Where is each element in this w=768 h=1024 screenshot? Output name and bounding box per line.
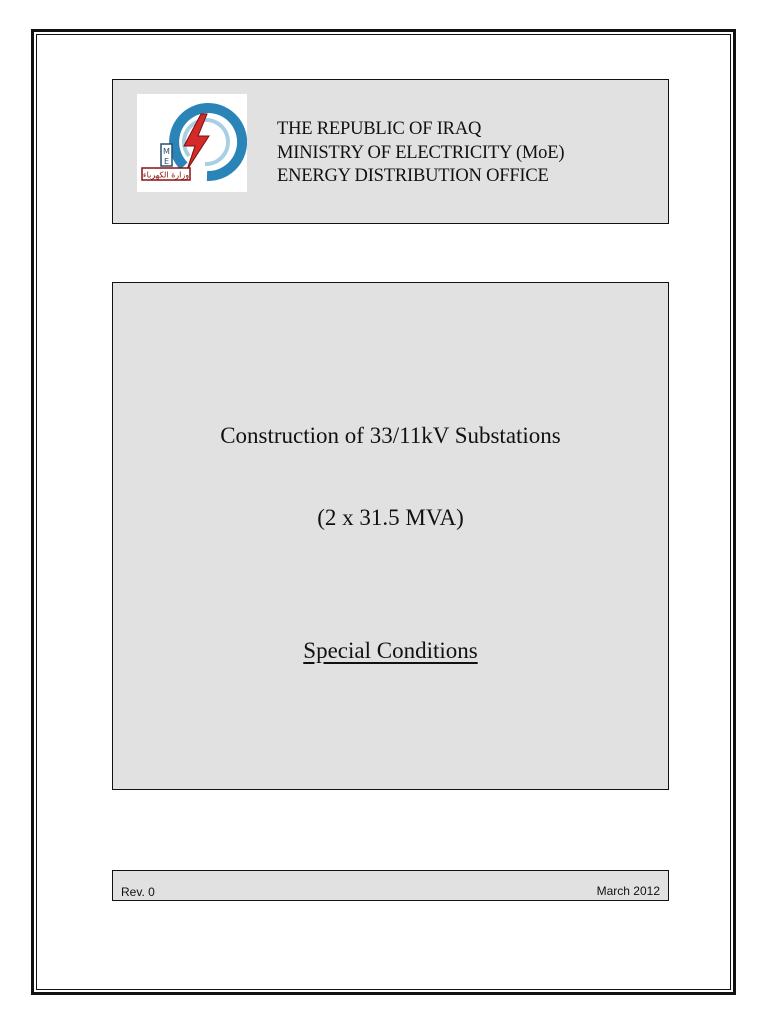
document-title: Construction of 33/11kV Substations bbox=[220, 423, 561, 448]
logo-arabic-label: وزارة الكهرباء bbox=[142, 170, 190, 180]
header-text bbox=[277, 118, 564, 189]
date-label: March 2012 bbox=[596, 884, 660, 898]
svg-text:M: M bbox=[163, 147, 170, 156]
ministry-logo-graphic bbox=[137, 94, 247, 192]
ministry-logo-icon bbox=[137, 94, 247, 192]
republic-name: THE REPUBLIC OF IRAQ bbox=[277, 119, 482, 139]
document-section-heading: Special Conditions bbox=[303, 638, 478, 663]
revision-label: Rev. 0 bbox=[121, 885, 155, 899]
office-name: ENERGY DISTRIBUTION OFFICE bbox=[277, 166, 549, 186]
header-box bbox=[112, 79, 669, 224]
title-box bbox=[112, 282, 669, 790]
svg-text:E: E bbox=[163, 157, 170, 166]
document-subtitle: (2 x 31.5 MVA) bbox=[317, 505, 464, 530]
ministry-name: MINISTRY OF ELECTRICITY (MoE) bbox=[277, 142, 565, 163]
footer-box bbox=[112, 870, 669, 901]
